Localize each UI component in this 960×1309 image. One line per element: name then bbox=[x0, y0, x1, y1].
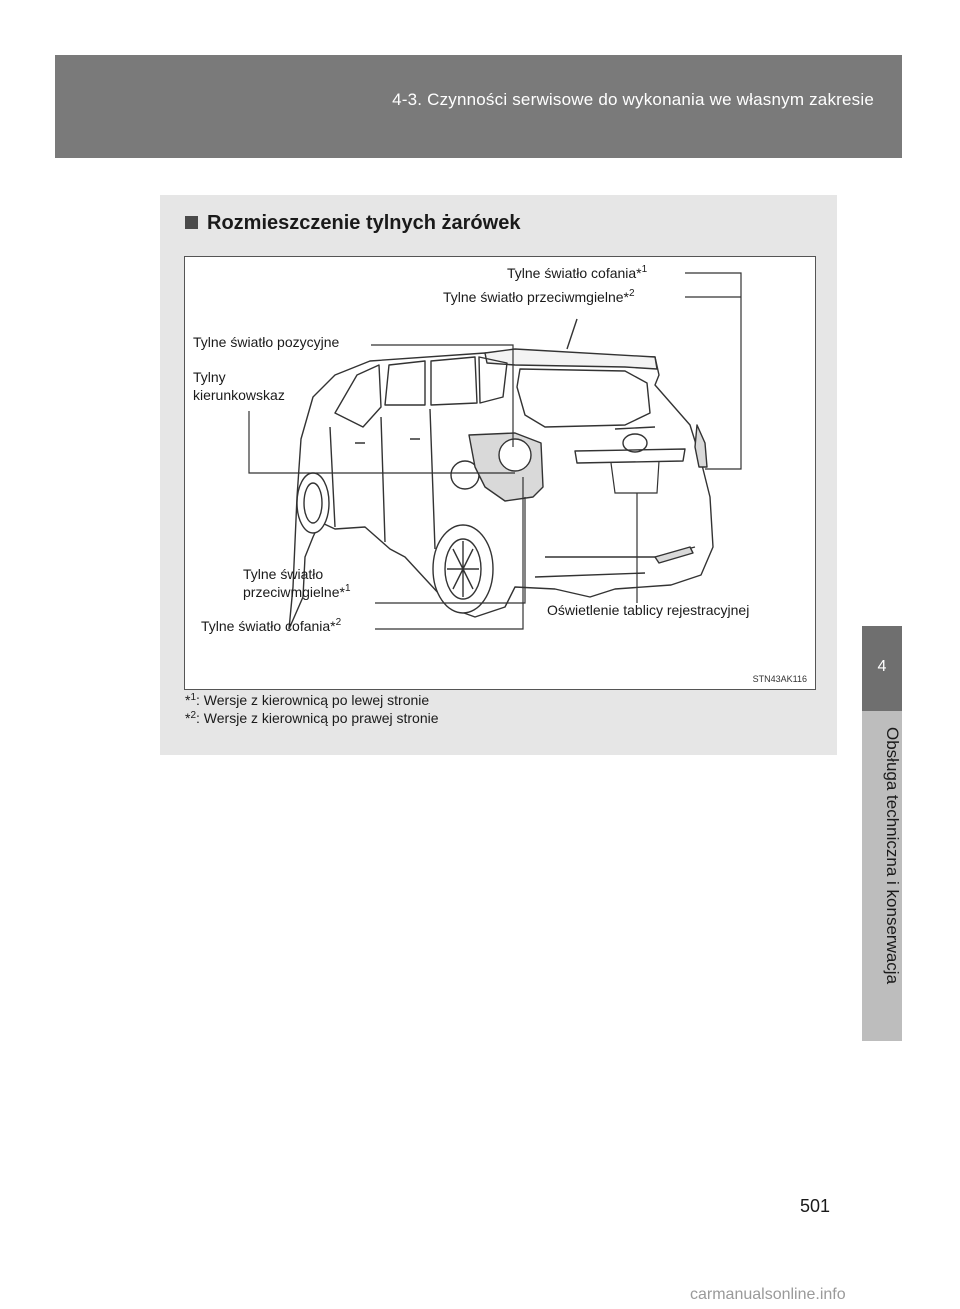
watermark: carmanualsonline.info bbox=[690, 1286, 846, 1303]
chapter-tab bbox=[862, 626, 902, 711]
label-license-plate-light: Oświetlenie tablicy rejestracyjnej bbox=[547, 602, 750, 618]
page-number: 501 bbox=[800, 1196, 831, 1216]
leader-reverse-top bbox=[685, 273, 741, 469]
leader-license-plate bbox=[611, 461, 659, 603]
section-title bbox=[185, 212, 520, 235]
label-fog-light-bottom-line1: Tylne światło bbox=[243, 566, 324, 582]
footnotes bbox=[185, 691, 439, 727]
label-fog-light-top: Tylne światło przeciwmgielne*$^2$ bbox=[443, 288, 635, 305]
rear-bulbs-panel bbox=[160, 195, 837, 755]
car-rear-illustration bbox=[184, 256, 816, 690]
header-section-title: 4-3. Czynności serwisowe do wykonania we własnym zakresie bbox=[392, 90, 874, 109]
bullet-square-icon bbox=[185, 216, 198, 229]
figure-code: STN43AK116 bbox=[752, 674, 807, 684]
chapter-title: Obsługa techniczna i konserwacja bbox=[883, 727, 902, 985]
label-turn-signal-line2: kierunkowskaz bbox=[193, 387, 285, 403]
footnote-2: *$^2$: Wersje z kierownicą po prawej stronie bbox=[185, 710, 439, 726]
chapter-number: 4 bbox=[877, 658, 887, 675]
section-title-text: Rozmieszczenie tylnych żarówek bbox=[207, 212, 521, 234]
car-outline bbox=[289, 319, 713, 629]
label-turn-signal-line1: Tylny bbox=[193, 369, 226, 385]
label-reverse-light-top: Tylne światło cofania*$^1$ bbox=[507, 264, 648, 281]
label-position-light: Tylne światło pozycyjne bbox=[193, 334, 340, 350]
label-reverse-light-bottom: Tylne światło cofania*$^2$ bbox=[201, 617, 342, 634]
chapter-title-tab bbox=[862, 711, 902, 1041]
footnote-1: *$^1$: Wersje z kierownicą po lewej stronie bbox=[185, 692, 430, 708]
label-fog-light-bottom-line2: przeciwmgielne*$^1$ bbox=[243, 583, 351, 600]
header-bar bbox=[55, 55, 902, 158]
